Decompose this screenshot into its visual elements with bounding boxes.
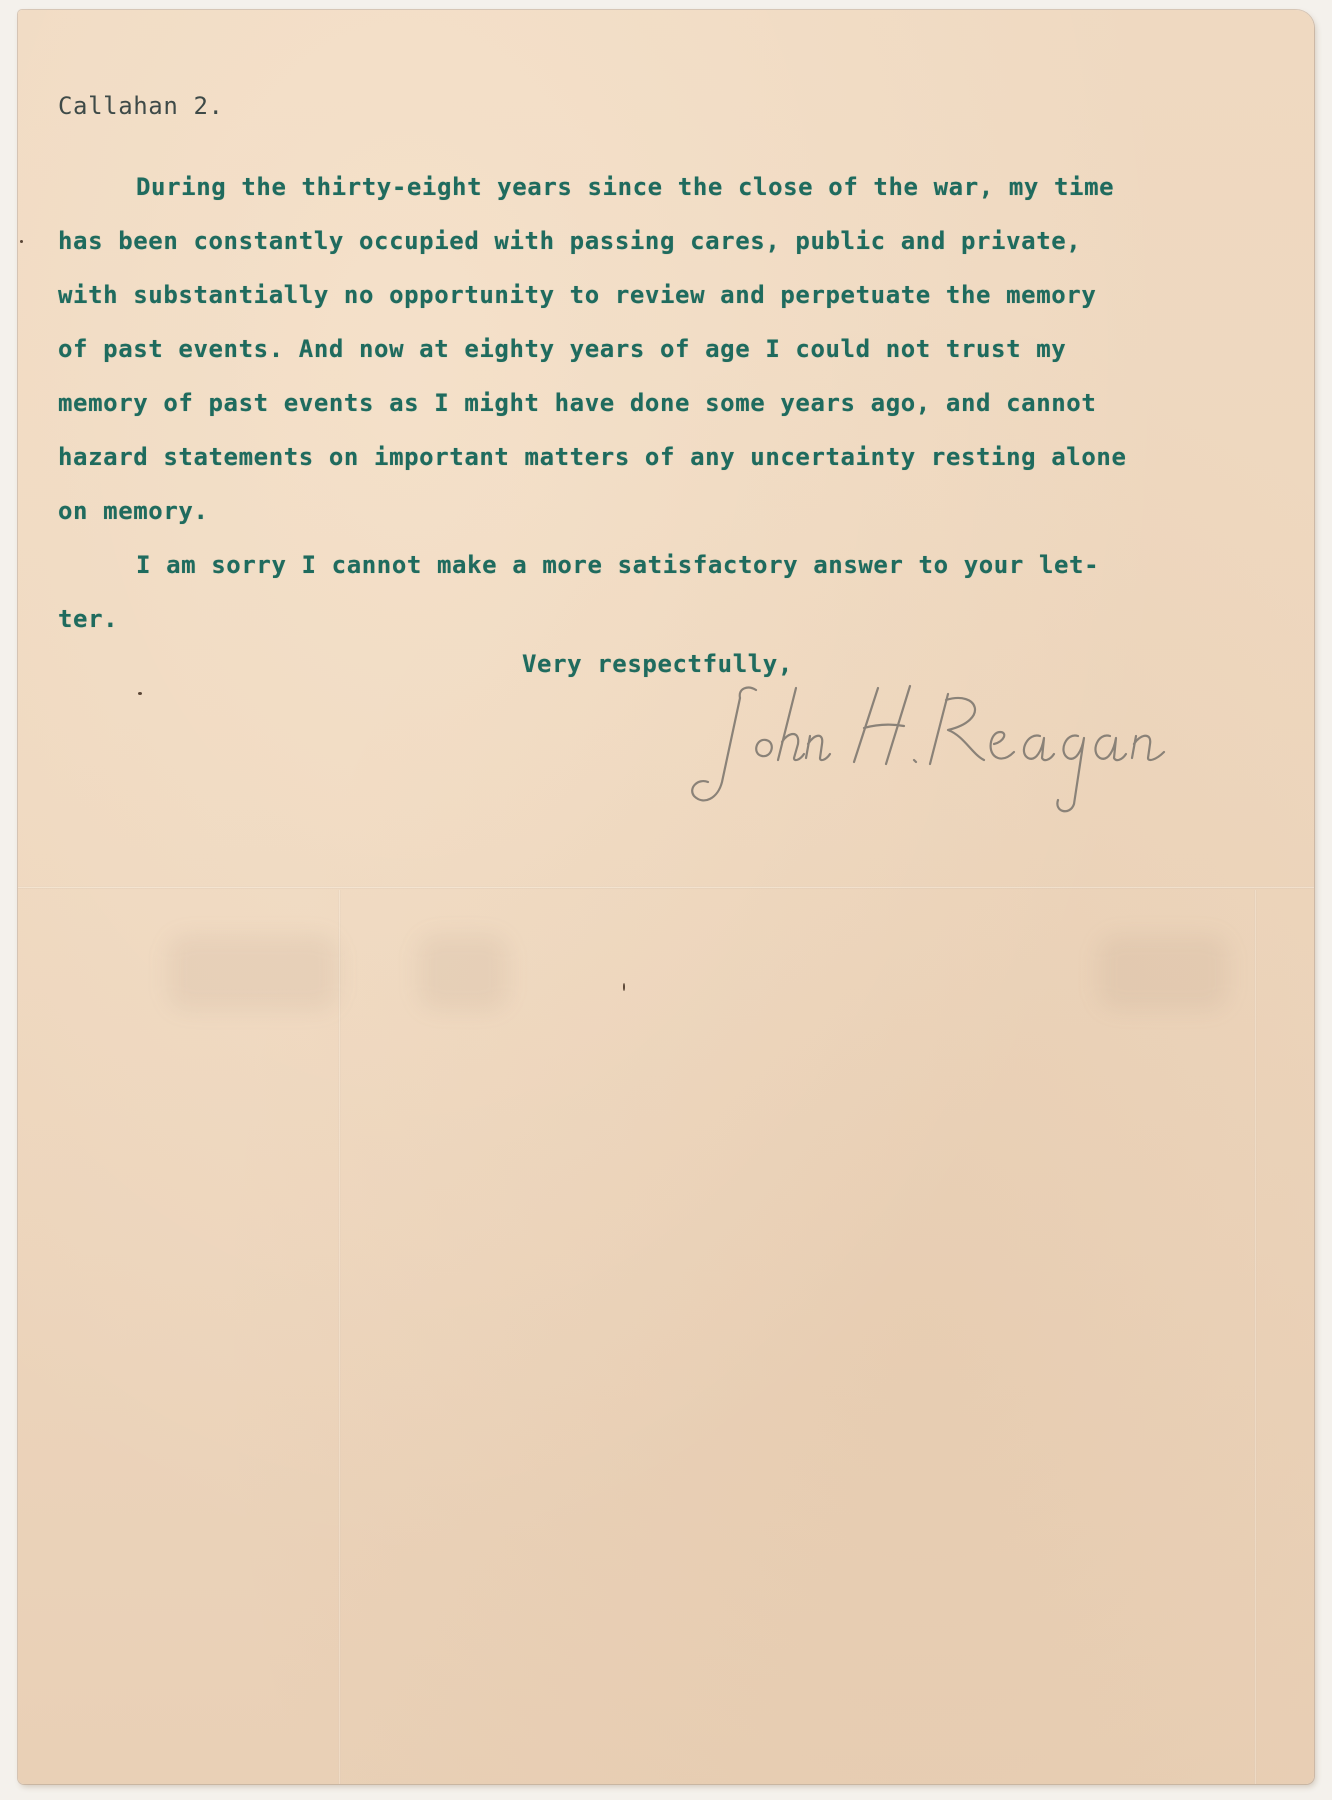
letter-body xyxy=(58,160,1218,646)
bleed-through-mark xyxy=(1098,935,1228,1010)
vertical-fold-crease-right xyxy=(1254,890,1257,1784)
body-line: has been constantly occupied with passing cares, public and private, xyxy=(58,227,1082,255)
body-line: ter. xyxy=(58,605,119,633)
ink-speck xyxy=(138,692,142,695)
vertical-fold-crease-left xyxy=(338,890,341,1784)
body-line: hazard statements on important matters of any uncertainty resting alone xyxy=(58,443,1127,471)
body-line: I am sorry I cannot make a more satisfactory answer to your let- xyxy=(136,551,1100,579)
body-line: on memory. xyxy=(58,497,209,525)
ink-speck xyxy=(623,983,625,991)
body-line: During the thirty-eight years since the close of the war, my time xyxy=(136,173,1115,201)
body-line: memory of past events as I might have done some years ago, and cannot xyxy=(58,389,1097,417)
handwritten-signature xyxy=(678,670,1258,820)
bleed-through-mark xyxy=(168,935,338,1010)
closing-salutation: Very respectfully, xyxy=(522,650,793,678)
bleed-through-mark xyxy=(418,935,508,1010)
body-line: with substantially no opportunity to review and perpetuate the memory xyxy=(58,281,1097,309)
page-header: Callahan 2. xyxy=(58,92,224,120)
horizontal-fold-crease xyxy=(18,886,1314,889)
body-line: of past events. And now at eighty years of age I could not trust my xyxy=(58,335,1067,363)
letter-sheet xyxy=(18,10,1314,1784)
ink-speck xyxy=(20,240,23,243)
